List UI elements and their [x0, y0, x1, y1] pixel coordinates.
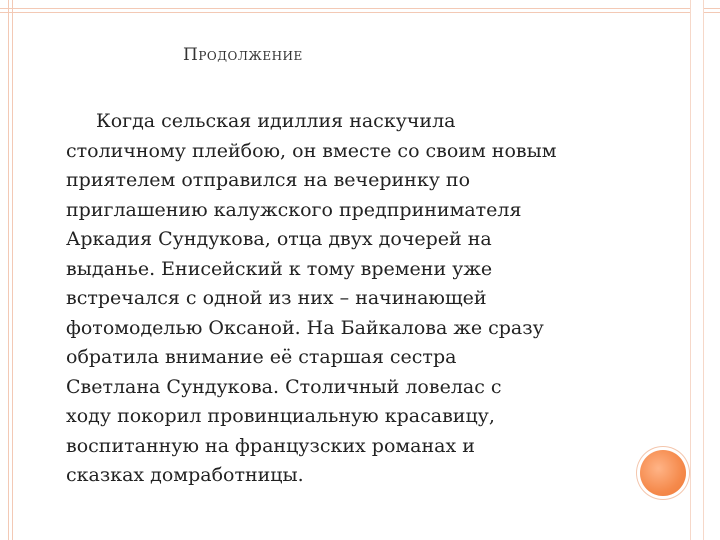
slide-title: Продолжение: [183, 45, 303, 65]
body-line: встречался с одной из них – начинающей: [66, 287, 487, 309]
body-line: Светлана Сундукова. Столичный ловелас с: [66, 375, 502, 398]
border-band-right: [690, 0, 704, 540]
border-line-left-outer: [8, 0, 9, 540]
body-line: ходу покорил провинциальную красавицу,: [66, 405, 495, 427]
body-line: выданье. Енисейский к тому времени уже: [66, 257, 493, 280]
body-line: фотомоделью Оксаной. На Байкалова же сразу: [66, 316, 544, 339]
border-line-left-inner: [12, 0, 13, 540]
accent-circle-decoration: [640, 450, 686, 496]
body-line: приглашению калужского предпринимателя: [66, 198, 522, 221]
body-line: приятелем отправился на вечеринку по: [66, 169, 471, 191]
body-line: сказках домработницы.: [66, 464, 304, 486]
border-line-top-outer: [0, 8, 720, 9]
slide-body: [66, 107, 666, 491]
body-line: воспитанную на французских романах и: [66, 434, 475, 457]
body-line: Когда сельская идиллия наскучила: [96, 110, 456, 132]
body-line: столичному плейбою, он вместе со своим новым: [66, 139, 557, 162]
border-line-top-inner: [0, 12, 720, 13]
body-line: Аркадия Сундукова, отца двух дочерей на: [66, 228, 492, 250]
body-line: обратила внимание её старшая сестра: [66, 346, 457, 368]
